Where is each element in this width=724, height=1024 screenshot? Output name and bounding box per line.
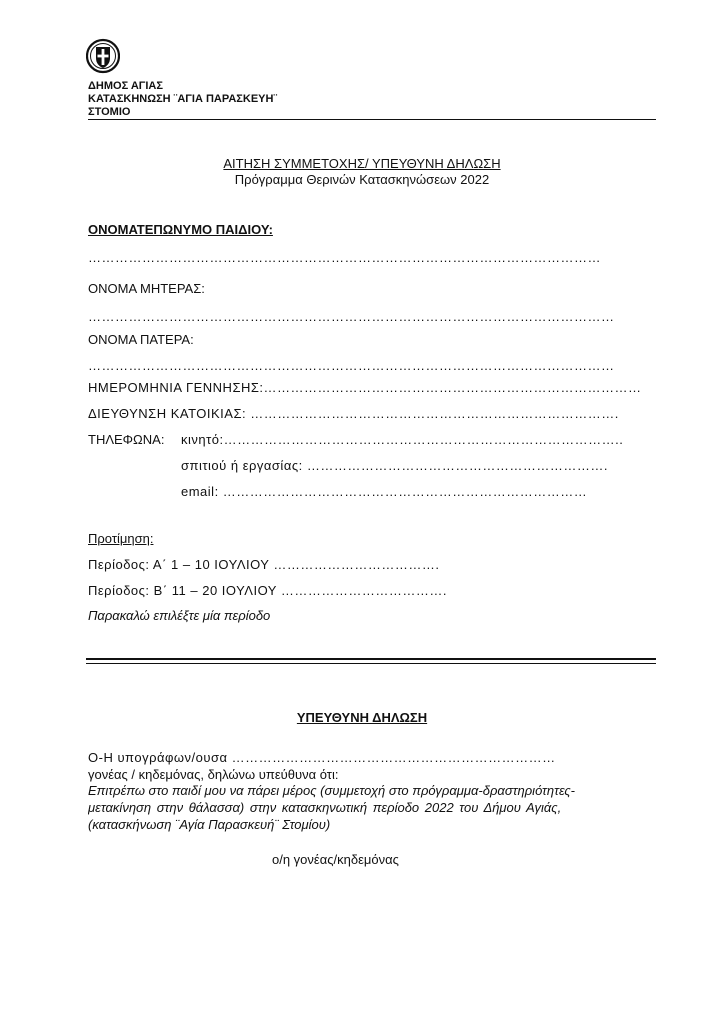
preference-label: Προτίμηση: bbox=[88, 531, 154, 546]
period-note: Παρακαλώ επιλέξτε μία περίοδο bbox=[88, 608, 271, 623]
declaration-text-line3: (κατασκήνωση ¨Αγία Παρασκευή¨ Στομίου) bbox=[88, 817, 331, 832]
child-name-label: ΟΝΟΜΑΤΕΠΩΝΥΜΟ ΠΑΙΔΙΟΥ: bbox=[88, 222, 273, 237]
section-divider-thin bbox=[86, 663, 656, 664]
greek-emblem-icon bbox=[86, 38, 120, 74]
address-field[interactable]: ΔΙΕΥΘΥΝΣΗ ΚΑΤΟΙΚΙΑΣ: ………………………………………………………………………. bbox=[88, 406, 619, 421]
mother-name-label: ΟΝΟΜΑ ΜΗΤΕΡΑΣ: bbox=[88, 281, 205, 296]
declaration-text-line1: Επιτρέπω στο παιδί μου να πάρει μέρος (συμμετοχή στο πρόγραμμα-δραστηριότητες- bbox=[88, 783, 575, 798]
header-divider bbox=[88, 119, 656, 120]
declaration-title: ΥΠΕΥΘΥΝΗ ΔΗΛΩΣΗ bbox=[296, 710, 428, 725]
header-municipality: ΔΗΜΟΣ ΑΓΙΑΣ bbox=[88, 80, 163, 92]
header-location: ΣΤΟΜΙΟ bbox=[88, 106, 131, 118]
document-title: ΑΙΤΗΣΗ ΣΥΜΜΕΤΟΧΗΣ/ ΥΠΕΥΘΥΝΗ ΔΗΛΩΣΗ bbox=[223, 156, 501, 171]
period-a-option[interactable]: Περίοδος: Α΄ 1 – 10 ΙΟΥΛΙΟΥ ………………………………. bbox=[88, 557, 440, 572]
signer-field[interactable]: Ο-Η υπογράφων/ουσα ……………………………………………………………… bbox=[88, 750, 556, 765]
section-divider-thick bbox=[86, 658, 656, 660]
home-work-phone-field[interactable]: σπιτιού ή εργασίας: …………………………………………………………. bbox=[181, 458, 608, 473]
child-name-field[interactable]: …………………………………………………………………………………………………… bbox=[88, 250, 601, 265]
header-camp: ΚΑΤΑΣΚΗΝΩΣΗ ¨ΑΓΙΑ ΠΑΡΑΣΚΕΥΗ¨ bbox=[88, 93, 278, 105]
father-name-field[interactable]: ……………………………………………………………………………………………………… bbox=[88, 358, 615, 373]
mother-name-field[interactable]: ……………………………………………………………………………………………………… bbox=[88, 309, 615, 324]
declaration-text-line2: μετακίνηση στην θάλασσα) στην κατασκηνωτική περίοδο 2022 του Δήμου Αγιάς, bbox=[88, 800, 562, 815]
phones-label: ΤΗΛΕΦΩΝΑ: bbox=[88, 432, 165, 447]
period-b-option[interactable]: Περίοδος: Β΄ 11 – 20 ΙΟΥΛΙΟΥ ………………………………. bbox=[88, 583, 447, 598]
mobile-field[interactable]: κινητό:…………………………………………………………………………….. bbox=[181, 432, 624, 447]
birthdate-field[interactable]: ΗΜΕΡΟΜΗΝΙΑ ΓΕΝΝΗΣΗΣ:………………………………………………………………………… bbox=[88, 380, 642, 395]
father-name-label: ΟΝΟΜΑ ΠΑΤΕΡΑ: bbox=[88, 332, 194, 347]
guardian-statement: γονέας / κηδεμόνας, δηλώνω υπεύθυνα ότι: bbox=[88, 767, 339, 782]
email-field[interactable]: email: ……………………………………………………………………… bbox=[181, 484, 588, 499]
document-subtitle: Πρόγραμμα Θερινών Κατασκηνώσεων 2022 bbox=[234, 172, 490, 187]
guardian-signature-label: ο/η γονέας/κηδεμόνας bbox=[272, 852, 399, 867]
